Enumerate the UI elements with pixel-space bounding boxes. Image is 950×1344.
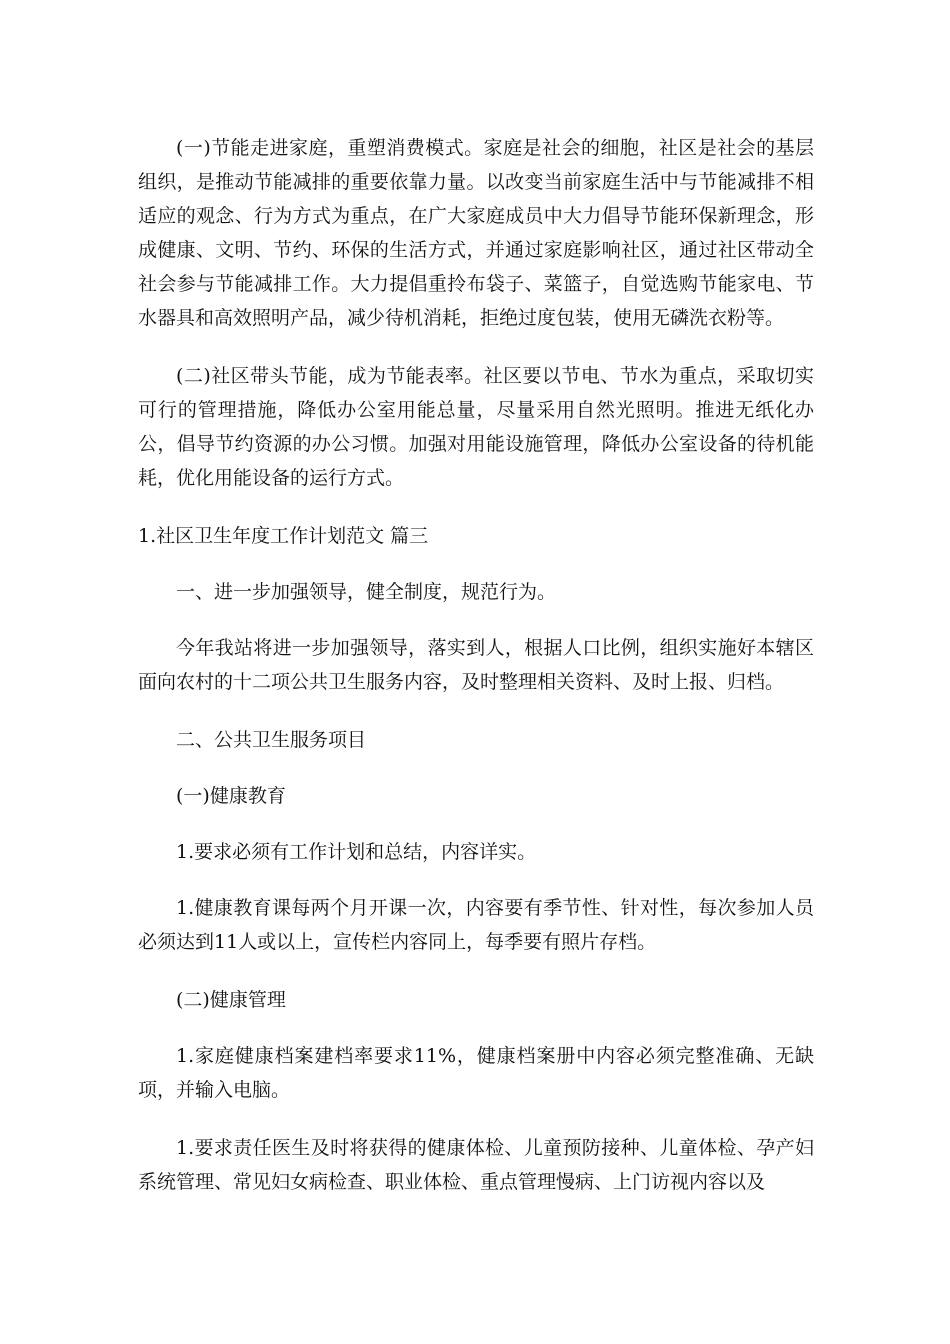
item-health-records: 1.家庭健康档案建档率要求11%，健康档案册中内容必须完整准确、无缺项，并输入电脑。 <box>138 1045 814 1101</box>
item-work-plan: 1.要求必须有工作计划和总结，内容详实。 <box>176 841 537 863</box>
paragraph-community-energy: (二)社区带头节能，成为节能表率。社区要以节电、节水为重点，采取切实可行的管理措施，降低办公室用能总量，尽量采用自然光照明。推进无纸化办公，倡导节约资源的办公习惯。加强对用能设施管理，降低办公室设备的待机能耗，优化用能设备的运行方式。 <box>138 365 814 489</box>
item-doctor-records: 1.要求责任医生及时将获得的健康体检、儿童预防接种、儿童体检、孕产妇系统管理、常见妇女病检查、职业体检、重点管理慢病、上门访视内容以及 <box>138 1137 814 1193</box>
paragraph-energy-family: (一)节能走进家庭，重塑消费模式。家庭是社会的细胞，社区是社会的基层组织，是推动节能减排的重要依靠力量。以改变当前家庭生活中与节能减排不相适应的观念、行为方式为重点，在广大家庭成员中大力倡导节能环保新理念，形成健康、文明、节约、环保的生活方式，并通过家庭影响社区，通过社区带动全社会参与节能减排工作。大力提倡重拎布袋子、菜篮子，自觉选购节能家电、节水器具和高效照明产品，减少待机消耗，拒绝过度包装，使用无磷洗衣粉等。 <box>138 137 814 329</box>
heading-health-management: (二)健康管理 <box>176 989 286 1011</box>
heading-health-education: (一)健康教育 <box>176 785 286 807</box>
heading-public-health-items: 二、公共卫生服务项目 <box>176 729 367 751</box>
document-body <box>138 131 814 1223</box>
item-education-class: 1.健康教育课每两个月开课一次，内容要有季节性、针对性，每次参加人员必须达到11人或以上，宣传栏内容同上，每季要有照片存档。 <box>138 897 814 953</box>
heading-leadership: 一、进一步加强领导，健全制度，规范行为。 <box>176 581 557 603</box>
section-title: 1.社区卫生年度工作计划范文 篇三 <box>138 525 429 547</box>
paragraph-leadership: 今年我站将进一步加强领导，落实到人，根据人口比例，组织实施好本辖区面向农村的十二项公共卫生服务内容，及时整理相关资料、及时上报、归档。 <box>138 637 814 693</box>
